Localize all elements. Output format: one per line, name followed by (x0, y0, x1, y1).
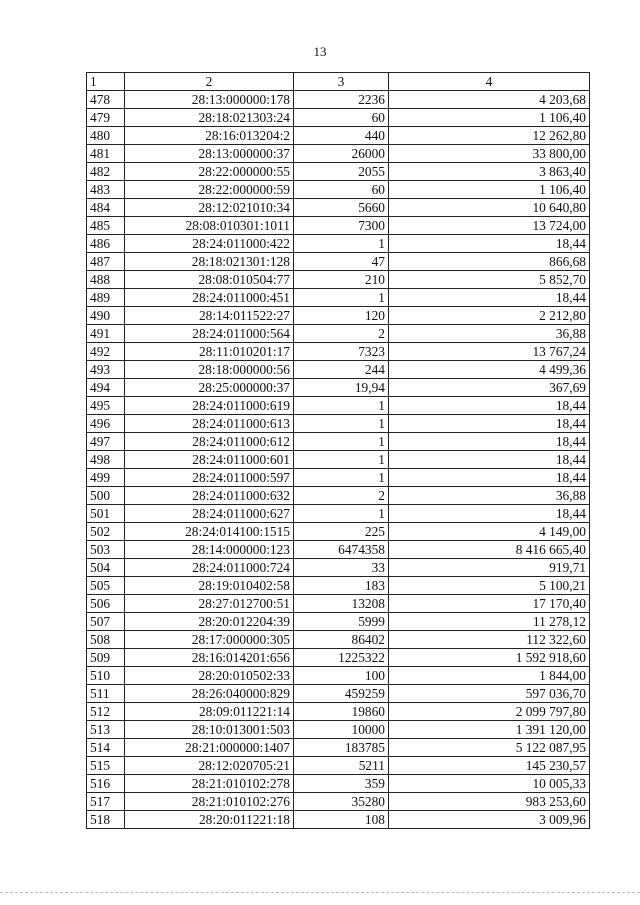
area-cell: 6474358 (294, 541, 389, 559)
row-number-cell: 485 (87, 217, 125, 235)
row-number-cell: 502 (87, 523, 125, 541)
cost-cell: 866,68 (389, 253, 590, 271)
area-cell: 19,94 (294, 379, 389, 397)
table-row (87, 289, 590, 307)
row-number-cell: 497 (87, 433, 125, 451)
header-row (87, 73, 590, 91)
table-row (87, 667, 590, 685)
area-cell: 459259 (294, 685, 389, 703)
row-number-cell: 489 (87, 289, 125, 307)
land-plots-table (86, 72, 590, 829)
area-cell: 1 (294, 397, 389, 415)
cadastral-number-cell: 28:16:014201:656 (125, 649, 294, 667)
column-header-1: 1 (87, 73, 125, 91)
cost-cell: 2 212,80 (389, 307, 590, 325)
cost-cell: 18,44 (389, 451, 590, 469)
table-row (87, 685, 590, 703)
cost-cell: 36,88 (389, 325, 590, 343)
cadastral-number-cell: 28:21:010102:276 (125, 793, 294, 811)
cadastral-number-cell: 28:10:013001:503 (125, 721, 294, 739)
row-number-cell: 478 (87, 91, 125, 109)
area-cell: 244 (294, 361, 389, 379)
row-number-cell: 504 (87, 559, 125, 577)
cost-cell: 36,88 (389, 487, 590, 505)
cost-cell: 18,44 (389, 433, 590, 451)
cadastral-number-cell: 28:24:011000:601 (125, 451, 294, 469)
row-number-cell: 481 (87, 145, 125, 163)
table-row (87, 451, 590, 469)
cost-cell: 33 800,00 (389, 145, 590, 163)
row-number-cell: 510 (87, 667, 125, 685)
row-number-cell: 515 (87, 757, 125, 775)
row-number-cell: 487 (87, 253, 125, 271)
cadastral-number-cell: 28:24:011000:724 (125, 559, 294, 577)
table-row (87, 271, 590, 289)
area-cell: 2055 (294, 163, 389, 181)
page-number: 13 (313, 44, 327, 59)
table-row (87, 775, 590, 793)
cadastral-number-cell: 28:08:010301:1011 (125, 217, 294, 235)
area-cell: 1 (294, 289, 389, 307)
cadastral-number-cell: 28:14:000000:123 (125, 541, 294, 559)
area-cell: 108 (294, 811, 389, 829)
cadastral-number-cell: 28:24:011000:451 (125, 289, 294, 307)
cadastral-number-cell: 28:24:011000:422 (125, 235, 294, 253)
cost-cell: 10 005,33 (389, 775, 590, 793)
table-row (87, 343, 590, 361)
row-number-cell: 495 (87, 397, 125, 415)
cadastral-number-cell: 28:25:000000:37 (125, 379, 294, 397)
row-number-cell: 503 (87, 541, 125, 559)
cost-cell: 1 391 120,00 (389, 721, 590, 739)
area-cell: 1225322 (294, 649, 389, 667)
cost-cell: 3 863,40 (389, 163, 590, 181)
cost-cell: 1 106,40 (389, 109, 590, 127)
row-number-cell: 498 (87, 451, 125, 469)
table-row (87, 361, 590, 379)
area-cell: 7300 (294, 217, 389, 235)
row-number-cell: 506 (87, 595, 125, 613)
cadastral-number-cell: 28:18:000000:56 (125, 361, 294, 379)
area-cell: 86402 (294, 631, 389, 649)
cadastral-number-cell: 28:14:011522:27 (125, 307, 294, 325)
cadastral-number-cell: 28:09:011221:14 (125, 703, 294, 721)
table-row (87, 595, 590, 613)
area-cell: 359 (294, 775, 389, 793)
cadastral-number-cell: 28:24:011000:619 (125, 397, 294, 415)
cadastral-number-cell: 28:26:040000:829 (125, 685, 294, 703)
area-cell: 1 (294, 235, 389, 253)
table-row (87, 433, 590, 451)
cadastral-number-cell: 28:13:000000:178 (125, 91, 294, 109)
cost-cell: 112 322,60 (389, 631, 590, 649)
table-row (87, 181, 590, 199)
cadastral-number-cell: 28:08:010504:77 (125, 271, 294, 289)
cadastral-number-cell: 28:24:011000:627 (125, 505, 294, 523)
cost-cell: 10 640,80 (389, 199, 590, 217)
table-row (87, 145, 590, 163)
area-cell: 1 (294, 505, 389, 523)
area-cell: 1 (294, 469, 389, 487)
cadastral-number-cell: 28:12:021010:34 (125, 199, 294, 217)
table-row (87, 253, 590, 271)
cost-cell: 18,44 (389, 235, 590, 253)
cost-cell: 367,69 (389, 379, 590, 397)
cost-cell: 12 262,80 (389, 127, 590, 145)
column-header-3: 3 (294, 73, 389, 91)
area-cell: 60 (294, 109, 389, 127)
cadastral-number-cell: 28:18:021301:128 (125, 253, 294, 271)
row-number-cell: 512 (87, 703, 125, 721)
cadastral-number-cell: 28:22:000000:59 (125, 181, 294, 199)
cost-cell: 17 170,40 (389, 595, 590, 613)
row-number-cell: 517 (87, 793, 125, 811)
cost-cell: 5 852,70 (389, 271, 590, 289)
area-cell: 1 (294, 433, 389, 451)
table-row (87, 199, 590, 217)
area-cell: 60 (294, 181, 389, 199)
cadastral-number-cell: 28:17:000000:305 (125, 631, 294, 649)
column-header-4: 4 (389, 73, 590, 91)
cadastral-number-cell: 28:24:014100:1515 (125, 523, 294, 541)
area-cell: 26000 (294, 145, 389, 163)
area-cell: 5999 (294, 613, 389, 631)
row-number-cell: 500 (87, 487, 125, 505)
cadastral-number-cell: 28:18:021303:24 (125, 109, 294, 127)
cadastral-number-cell: 28:20:012204:39 (125, 613, 294, 631)
table-row (87, 757, 590, 775)
cost-cell: 18,44 (389, 397, 590, 415)
table-row (87, 739, 590, 757)
cost-cell: 8 416 665,40 (389, 541, 590, 559)
cadastral-number-cell: 28:13:000000:37 (125, 145, 294, 163)
row-number-cell: 496 (87, 415, 125, 433)
table-row (87, 163, 590, 181)
area-cell: 2 (294, 325, 389, 343)
area-cell: 13208 (294, 595, 389, 613)
cost-cell: 145 230,57 (389, 757, 590, 775)
cost-cell: 18,44 (389, 505, 590, 523)
cost-cell: 983 253,60 (389, 793, 590, 811)
row-number-cell: 492 (87, 343, 125, 361)
cost-cell: 13 767,24 (389, 343, 590, 361)
table-row (87, 235, 590, 253)
row-number-cell: 507 (87, 613, 125, 631)
table-row (87, 649, 590, 667)
area-cell: 100 (294, 667, 389, 685)
cost-cell: 11 278,12 (389, 613, 590, 631)
row-number-cell: 483 (87, 181, 125, 199)
cadastral-number-cell: 28:24:011000:597 (125, 469, 294, 487)
area-cell: 7323 (294, 343, 389, 361)
area-cell: 5211 (294, 757, 389, 775)
table-row (87, 505, 590, 523)
area-cell: 2236 (294, 91, 389, 109)
table-body (87, 91, 590, 829)
area-cell: 1 (294, 415, 389, 433)
area-cell: 35280 (294, 793, 389, 811)
cost-cell: 5 100,21 (389, 577, 590, 595)
table-row (87, 217, 590, 235)
row-number-cell: 508 (87, 631, 125, 649)
cadastral-number-cell: 28:20:011221:18 (125, 811, 294, 829)
row-number-cell: 486 (87, 235, 125, 253)
row-number-cell: 493 (87, 361, 125, 379)
table-row (87, 523, 590, 541)
area-cell: 2 (294, 487, 389, 505)
cost-cell: 4 203,68 (389, 91, 590, 109)
cost-cell: 13 724,00 (389, 217, 590, 235)
cost-cell: 18,44 (389, 289, 590, 307)
row-number-cell: 509 (87, 649, 125, 667)
table-row (87, 469, 590, 487)
table-row (87, 415, 590, 433)
area-cell: 440 (294, 127, 389, 145)
page-bottom-divider (0, 892, 640, 893)
row-number-cell: 488 (87, 271, 125, 289)
table-row (87, 397, 590, 415)
cadastral-number-cell: 28:12:020705:21 (125, 757, 294, 775)
cost-cell: 4 499,36 (389, 361, 590, 379)
row-number-cell: 505 (87, 577, 125, 595)
area-cell: 47 (294, 253, 389, 271)
cadastral-number-cell: 28:24:011000:632 (125, 487, 294, 505)
column-header-2: 2 (125, 73, 294, 91)
table-row (87, 577, 590, 595)
area-cell: 120 (294, 307, 389, 325)
cadastral-number-cell: 28:24:011000:613 (125, 415, 294, 433)
table-row (87, 613, 590, 631)
cadastral-number-cell: 28:21:010102:278 (125, 775, 294, 793)
cadastral-number-cell: 28:21:000000:1407 (125, 739, 294, 757)
cadastral-number-cell: 28:27:012700:51 (125, 595, 294, 613)
area-cell: 5660 (294, 199, 389, 217)
area-cell: 10000 (294, 721, 389, 739)
cost-cell: 4 149,00 (389, 523, 590, 541)
row-number-cell: 480 (87, 127, 125, 145)
table-row (87, 703, 590, 721)
row-number-cell: 513 (87, 721, 125, 739)
cost-cell: 1 106,40 (389, 181, 590, 199)
area-cell: 33 (294, 559, 389, 577)
cadastral-number-cell: 28:19:010402:58 (125, 577, 294, 595)
row-number-cell: 491 (87, 325, 125, 343)
cadastral-number-cell: 28:24:011000:612 (125, 433, 294, 451)
table-row (87, 127, 590, 145)
cost-cell: 1 592 918,60 (389, 649, 590, 667)
row-number-cell: 511 (87, 685, 125, 703)
cadastral-number-cell: 28:11:010201:17 (125, 343, 294, 361)
row-number-cell: 484 (87, 199, 125, 217)
cost-cell: 597 036,70 (389, 685, 590, 703)
cost-cell: 919,71 (389, 559, 590, 577)
area-cell: 183785 (294, 739, 389, 757)
row-number-cell: 501 (87, 505, 125, 523)
row-number-cell: 518 (87, 811, 125, 829)
cost-cell: 3 009,96 (389, 811, 590, 829)
table-row (87, 541, 590, 559)
row-number-cell: 516 (87, 775, 125, 793)
table-row (87, 793, 590, 811)
area-cell: 19860 (294, 703, 389, 721)
table-row (87, 109, 590, 127)
row-number-cell: 490 (87, 307, 125, 325)
area-cell: 1 (294, 451, 389, 469)
area-cell: 183 (294, 577, 389, 595)
row-number-cell: 494 (87, 379, 125, 397)
table-row (87, 487, 590, 505)
row-number-cell: 499 (87, 469, 125, 487)
cost-cell: 18,44 (389, 415, 590, 433)
table-row (87, 379, 590, 397)
table-row (87, 307, 590, 325)
row-number-cell: 479 (87, 109, 125, 127)
cost-cell: 18,44 (389, 469, 590, 487)
cadastral-number-cell: 28:20:010502:33 (125, 667, 294, 685)
row-number-cell: 514 (87, 739, 125, 757)
table-row (87, 559, 590, 577)
cadastral-number-cell: 28:22:000000:55 (125, 163, 294, 181)
area-cell: 210 (294, 271, 389, 289)
cadastral-number-cell: 28:24:011000:564 (125, 325, 294, 343)
table-row (87, 325, 590, 343)
area-cell: 225 (294, 523, 389, 541)
cost-cell: 5 122 087,95 (389, 739, 590, 757)
cadastral-number-cell: 28:16:013204:2 (125, 127, 294, 145)
row-number-cell: 482 (87, 163, 125, 181)
table-row (87, 811, 590, 829)
table-row (87, 631, 590, 649)
table-row (87, 721, 590, 739)
cost-cell: 2 099 797,80 (389, 703, 590, 721)
cost-cell: 1 844,00 (389, 667, 590, 685)
table-row (87, 91, 590, 109)
